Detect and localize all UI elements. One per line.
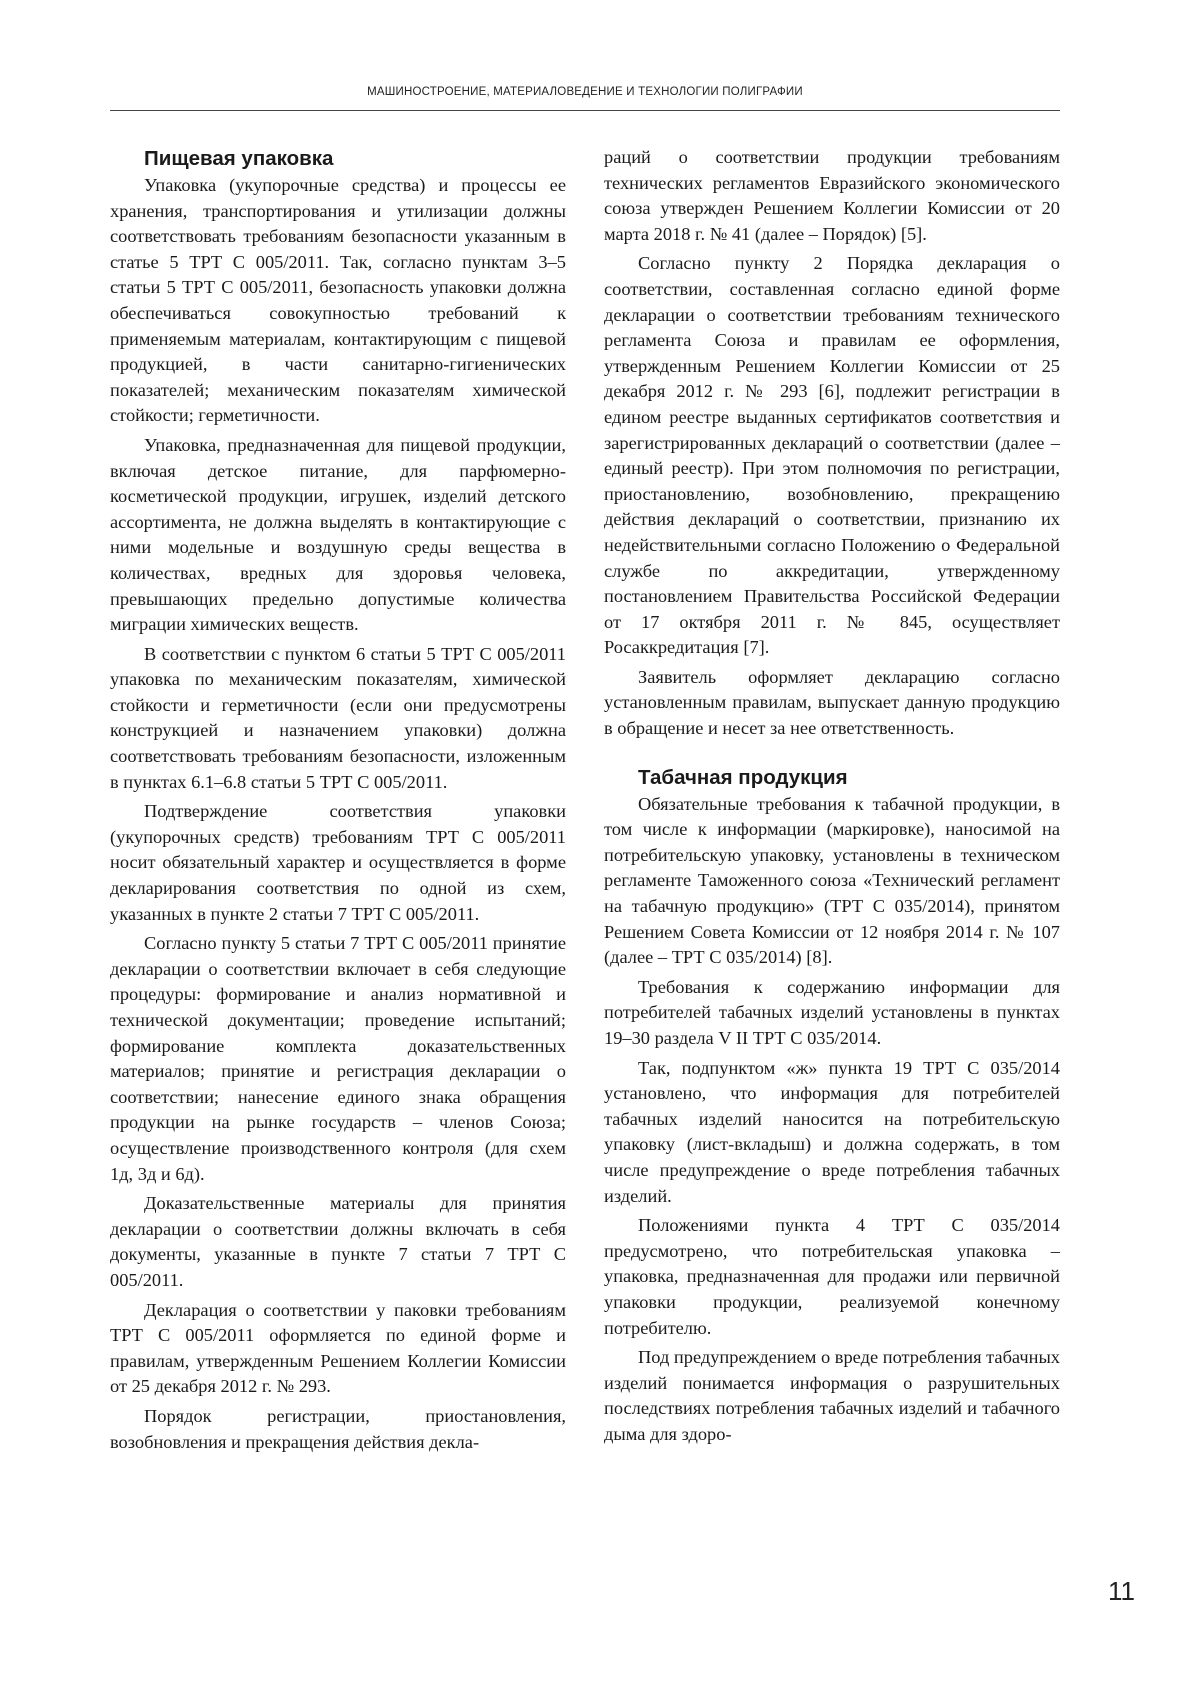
paragraph: Доказательственные материалы для принятия декларации о соответствии должны включать в себя документы, указанные в пункте 7 статьи 7 ТРТ С 005/2011. (110, 1193, 566, 1290)
paragraph: Порядок регистрации, приостановления, возобновления и прекращения действия декла- (110, 1405, 566, 1452)
paragraph: Обязательные требования к табачной продукции, в том числе к информации (маркировке), наносимой на потребительскую упаковку, установлены в техническом регламенте Таможенного союза «Технический регламент на табачную продукцию» (ТРТ С 035/2014), принятом Решением Совета Комиссии от 12 ноября 2014 г. № 107 (далее – ТРТ С 035/2014) [8]. (604, 793, 1060, 968)
header-rule (110, 110, 1060, 111)
running-header: МАШИНОСТРОЕНИЕ, МАТЕРИАЛОВЕДЕНИЕ И ТЕХНОЛОГИИ ПОЛИГРАФИИ (367, 86, 803, 98)
paragraph: Заявитель оформляет декларацию согласно установленным правилам, выпускает данную продукцию в обращение и несет за нее ответственность. (604, 666, 1060, 739)
paragraph: Декларация о соответствии у паковки требованиям ТРТ С 005/2011 оформляется по единой форме и правилам, утвержденным Решением Коллегии Комиссии от 25 декабря 2012 г. № 293. (110, 1299, 566, 1397)
section-heading-food-packaging: Пищевая упаковка (144, 147, 334, 170)
paragraph: Так, подпунктом «ж» пункта 19 ТРТ С 035/2014 установлено, что информация для потребителей табачных изделий наносится на потребительскую упаковку (лист-вкладыш) и должна содержать, в том числе предупреждение о вреде потребления табачных изделий. (604, 1057, 1060, 1206)
paragraph: Положениями пункта 4 ТРТ С 035/2014 предусмотрено, что потребительская упаковка – упаковка, предназначенная для продажи или первичной упаковки продукции, реализуемой конечному потребителю. (604, 1215, 1060, 1338)
paragraph: В соответствии с пунктом 6 статьи 5 ТРТ С 005/2011 упаковка по механическим показателям, химической стойкости и герметичности (если они предусмотрены конструкцией и назначением упаковки) должна соответствовать требованиям безопасности, изложенным в пунктах 6.1–6.8 статьи 5 ТРТ С 005/2011. (110, 643, 566, 792)
paragraph: Согласно пункту 5 статьи 7 ТРТ С 005/2011 принятие декларации о соответствии включает в себя следующие процедуры: формирование и анализ нормативной и технической документации; проведение испытаний; формирование комплекта доказательственных материалов; принятие и регистрация декларации о соответствии; нанесение единого знака обращения продукции на рынке государств – членов Союза; осуществление производственного контроля (для схем 1д, 3д и 6д). (110, 933, 566, 1184)
paragraph: Подтверждение соответствия упаковки (укупорочных средств) требованиям ТРТ С 005/2011 носит обязательный характер и осуществляется в форме декларирования соответствия по одной из схем, указанных в пункте 2 статьи 7 ТРТ С 005/2011. (110, 801, 566, 924)
section-heading-tobacco-products: Табачная продукция (638, 765, 848, 789)
paragraph: Упаковка (укупорочные средства) и процессы ее хранения, транспортирования и утилизации должны соответствовать требованиям безопасности указанным в статье 5 ТРТ С 005/2011. Так, согласно пунктам 3–5 статьи 5 ТРТ С 005/2011, безопасность упаковки должна обеспечиваться совокупностью требований к применяемым материалам, контактирующим с пищевой продукцией, в части санитарно-гигиенических показателей; механическим показателям химической стойкости; герметичности. (110, 175, 566, 426)
paragraph: Упаковка, предназначенная для пищевой продукции, включая детское питание, для парфюмерно-косметической продукции, игрушек, изделий детского ассортимента, не должна выделять в контактирующие с ними модельные и воздушную среды вещества в количествах, вредных для здоровья человека, превышающих предельно допустимые количества миграции химических веществ. (110, 434, 566, 635)
paragraph-continuation: раций о соответствии продукции требованиям технических регламентов Евразийского экономического союза утвержден Решением Коллегии Комиссии от 20 марта 2018 г. № 41 (далее – Порядок) [5]. (604, 147, 1060, 244)
paragraph: Под предупреждением о вреде потребления табачных изделий понимается информация о разрушительных последствиях потребления табачных изделий и табачного дыма для здоро- (604, 1347, 1060, 1444)
right-column (604, 145, 1060, 1452)
paragraph: Требования к содержанию информации для потребителей табачных изделий установлены в пунктах 19–30 раздела V II ТРТ С 035/2014. (604, 976, 1060, 1048)
left-column (110, 145, 566, 1459)
page-number: 11 (1108, 1576, 1135, 1606)
paragraph: Согласно пункту 2 Порядка декларация о соответствии, составленная согласно единой форме декларации о соответствии требованиям технического регламента Союза и правилам ее оформления, утвержденным Решением Коллегии Комиссии от 25 декабря 2012 г. № 293 [6], подлежит регистрации в едином реестре выданных сертификатов соответствия и зарегистрированных деклараций о соответствии (далее – единый реестр). При этом полномочия по регистрации, приостановлению, возобновлению, прекращению действия деклараций о соответствии, признанию их недействительными согласно Положению о Федеральной службе по аккредитации, утвержденному постановлением Правительства Российской Федерации от 17 октября 2011 г. № 845, осуществляет Росаккредитация [7]. (604, 253, 1060, 658)
